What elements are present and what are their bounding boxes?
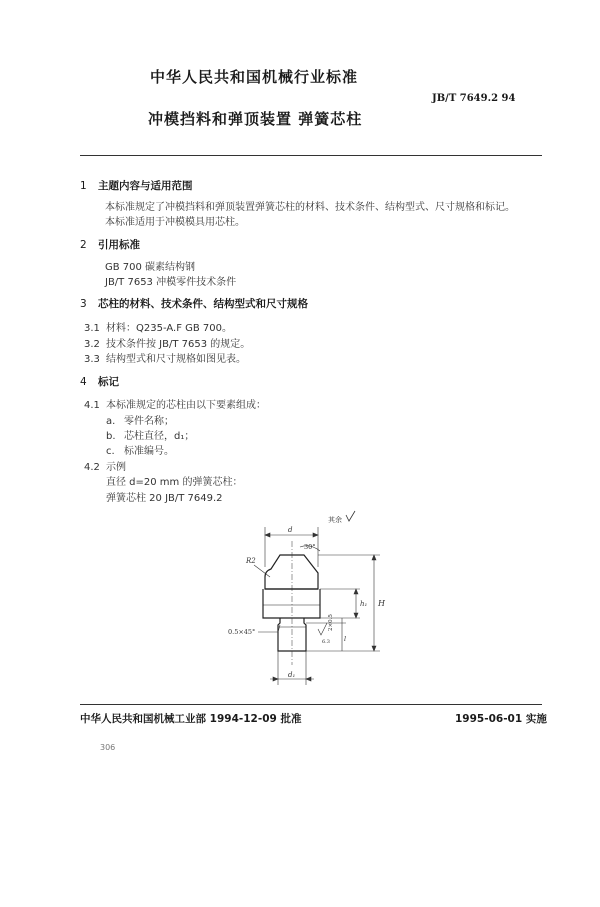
label-radius: R2: [246, 557, 256, 565]
roughness-note: 其余: [328, 516, 342, 524]
clause-number: 3.3: [84, 354, 100, 365]
section-1-paragraph-2: 本标准适用于冲模模具用芯柱。: [105, 217, 245, 228]
reference-gb700: GB 700 碳素结构钢: [105, 262, 196, 273]
label-chamfer: 0.5×45°: [228, 628, 256, 636]
page-number: 306: [100, 743, 116, 752]
section-3-title: 芯柱的材料、技术条件、结构型式和尺寸规格: [98, 298, 308, 310]
list-item-a: [106, 412, 174, 427]
dimension-H: [306, 555, 380, 651]
clause-text: 技术条件按 JB/T 7653 的规定。: [106, 339, 251, 350]
label-dim-l: l: [344, 635, 347, 643]
clause-3-1: [84, 319, 232, 334]
label-h1: h₁: [360, 600, 368, 608]
standard-number: JB/T 7649.2 94: [432, 93, 516, 104]
clause-text: 示例: [106, 462, 126, 473]
section-1-heading: [80, 178, 193, 193]
list-text: 芯柱直径，d₁；: [124, 431, 195, 442]
section-1-paragraph-1: 本标准规定了冲模挡料和弹顶装置弹簧芯柱的材料、技术条件、结构型式、尺寸规格和标记。: [105, 202, 515, 213]
clause-text: 材料：Q235-A.F GB 700。: [106, 323, 232, 334]
list-key: a.: [106, 416, 116, 427]
clause-4-2: [84, 458, 126, 473]
section-2-heading: [80, 237, 140, 252]
section-1-title: 主题内容与适用范围: [98, 180, 193, 192]
section-4-heading: [80, 374, 119, 389]
section-2-number: 2: [80, 239, 87, 251]
spring-core-drawing: [220, 505, 420, 695]
label-angle: 30°: [304, 543, 316, 551]
header-rule: [80, 155, 542, 156]
reference-jbt7653: JB/T 7653 冲模零件技术条件: [105, 277, 237, 288]
list-key: b.: [106, 431, 116, 442]
label-H: H: [378, 599, 385, 608]
list-item-b: [106, 427, 194, 442]
issuing-organization: 中华人民共和国机械行业标准: [150, 68, 359, 86]
clause-number: 4.2: [84, 462, 100, 473]
section-2-title: 引用标准: [98, 239, 140, 251]
clause-4-1: [84, 396, 266, 411]
section-4-number: 4: [80, 376, 87, 388]
section-3-heading: [80, 296, 308, 311]
roughness-symbol: [346, 511, 355, 521]
clause-3-3: [84, 350, 246, 365]
list-text: 标准编号。: [124, 446, 174, 457]
dimension-shaft: [306, 618, 346, 651]
document-title: 冲模挡料和弹顶装置 弹簧芯柱: [148, 110, 363, 128]
section-3-number: 3: [80, 298, 87, 310]
section-4-title: 标记: [98, 376, 119, 388]
implementation-date: 1995-06-01 实施: [455, 713, 547, 725]
clause-number: 3.1: [84, 323, 100, 334]
example-description: 直径 d=20 mm 的弹簧芯柱：: [106, 477, 243, 488]
label-dim-2: 2×0.5: [328, 614, 334, 631]
clause-number: 4.1: [84, 400, 100, 411]
clause-text: 本标准规定的芯柱由以下要素组成：: [106, 400, 266, 411]
list-key: c.: [106, 446, 115, 457]
clause-text: 结构型式和尺寸规格如图见表。: [106, 354, 246, 365]
section-1-number: 1: [80, 180, 87, 192]
label-d1: d₁: [288, 671, 296, 679]
part-outline: [263, 555, 320, 651]
list-text: 零件名称；: [124, 416, 174, 427]
clause-number: 3.2: [84, 339, 100, 350]
list-item-c: [106, 442, 174, 457]
chamfer-leader: [258, 625, 280, 632]
clause-3-2: [84, 335, 250, 350]
label-d: d: [288, 526, 293, 534]
approval-note: 中华人民共和国机械工业部 1994-12-09 批准: [80, 713, 302, 725]
shaft-roughness-symbol: [318, 623, 327, 635]
footer-rule: [80, 704, 542, 705]
label-rough-val: 6.3: [322, 639, 330, 645]
example-marking: 弹簧芯柱 20 JB/T 7649.2: [106, 493, 223, 504]
dimension-h1: [320, 589, 360, 618]
